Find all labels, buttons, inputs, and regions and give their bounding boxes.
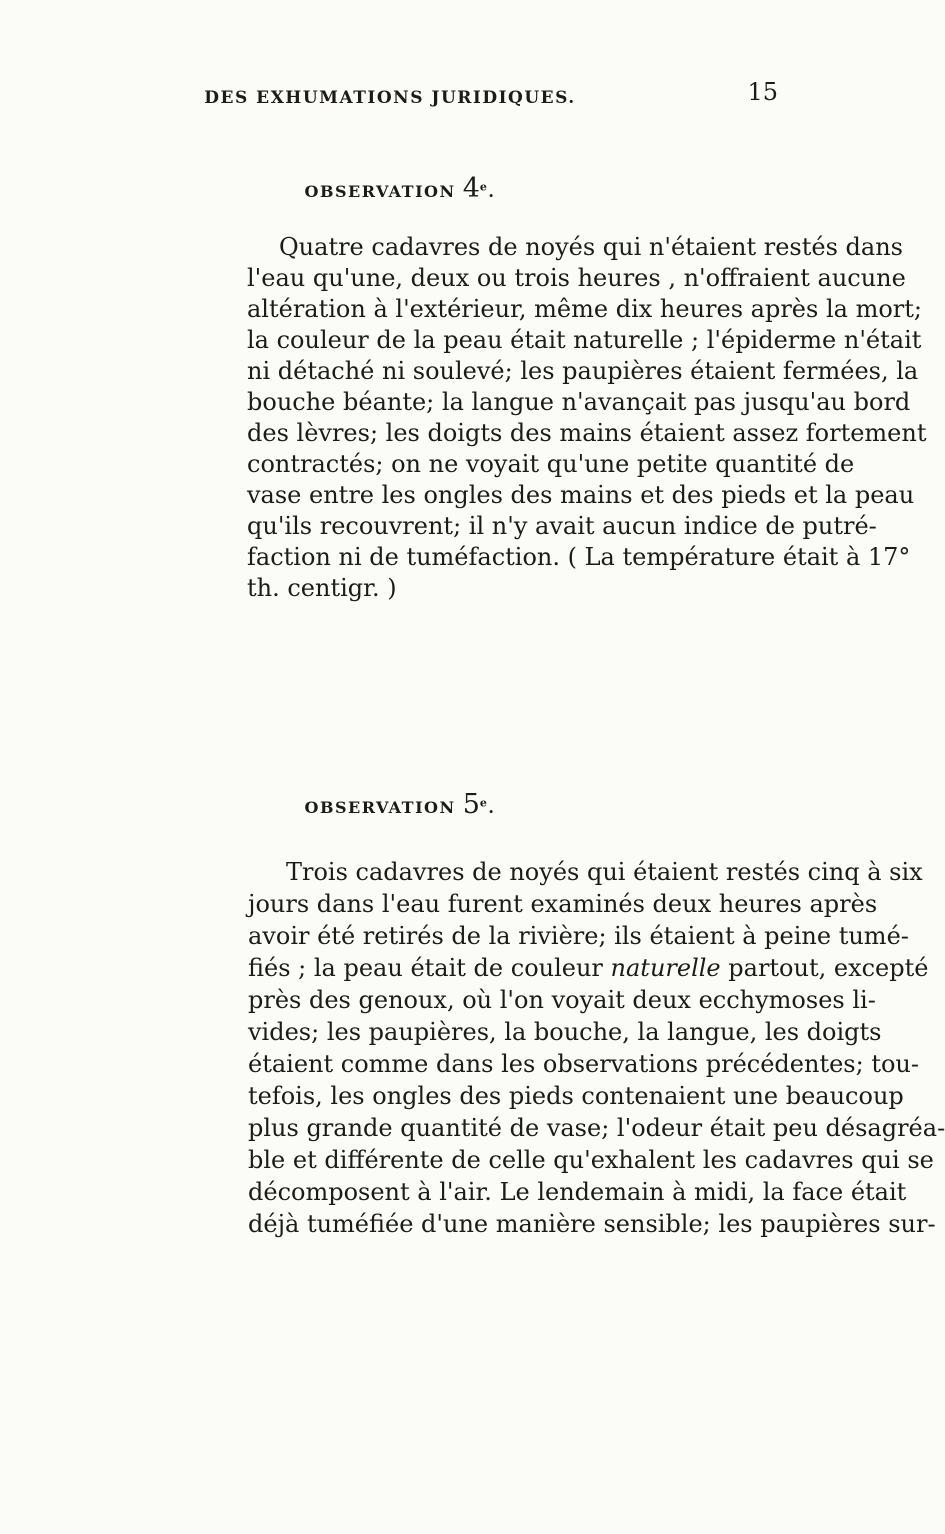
italic-word: naturelle — [610, 954, 721, 982]
text-line: Quatre cadavres de noyés qui n'étaient restés dans — [279, 233, 903, 261]
observation-4-suffix: e — [479, 180, 489, 194]
observation-4-title: OBSERVATION 4e. — [304, 173, 496, 204]
text-line: plus grande quantité de vase; l'odeur était peu désagréa- — [248, 1114, 945, 1142]
observation-5-number: 5 — [462, 789, 480, 820]
page-header — [110, 78, 778, 116]
text-line: contractés; on ne voyait qu'une petite quantité de — [247, 450, 855, 478]
text-line: th. centigr. ) — [247, 574, 397, 602]
running-title: DES EXHUMATIONS JURIDIQUES. — [204, 88, 576, 108]
text-line: des lèvres; les doigts des mains étaient assez fortement — [247, 419, 927, 447]
observation-5-label: OBSERVATION — [304, 798, 456, 817]
text-line: ble et différente de celle qu'exhalent les cadavres qui se — [248, 1146, 934, 1174]
text-line: jours dans l'eau furent examinés deux heures après — [248, 890, 878, 918]
text-line: la couleur de la peau était naturelle ; l'épiderme n'était — [247, 326, 922, 354]
text-segment: partout, excepté — [720, 954, 929, 982]
text-line: près des genoux, où l'on voyait deux ecchymoses li- — [248, 986, 876, 1014]
page-number: 15 — [747, 78, 778, 106]
text-line: tefois, les ongles des pieds contenaient une beaucoup — [248, 1082, 904, 1110]
text-line: vides; les paupières, la bouche, la langue, les doigts — [248, 1018, 882, 1046]
observation-4-label: OBSERVATION — [304, 182, 456, 201]
text-line: Trois cadavres de noyés qui étaient restés cinq à six — [286, 858, 923, 886]
text-line: décomposent à l'air. Le lendemain à midi, la face était — [248, 1178, 907, 1206]
text-line: avoir été retirés de la rivière; ils étaient à peine tumé- — [248, 922, 909, 950]
observation-4-number: 4 — [462, 173, 480, 204]
text-segment: fiés ; la peau était de couleur — [248, 954, 611, 982]
text-line: vase entre les ongles des mains et des pieds et la peau — [247, 481, 915, 509]
text-line: déjà tuméfiée d'une manière sensible; les paupières sur- — [248, 1210, 936, 1238]
observation-5-title: OBSERVATION 5e. — [304, 789, 496, 820]
observation-5-suffix: e — [479, 796, 489, 810]
text-line: bouche béante; la langue n'avançait pas jusqu'au bord — [247, 388, 911, 416]
text-line — [248, 952, 929, 984]
text-line: qu'ils recouvrent; il n'y avait aucun indice de putré- — [247, 512, 877, 540]
text-line: étaient comme dans les observations précédentes; tou- — [248, 1050, 919, 1078]
text-line: altération à l'extérieur, même dix heures après la mort; — [247, 295, 922, 323]
text-line: ni détaché ni soulevé; les paupières étaient fermées, la — [247, 357, 919, 385]
text-line: l'eau qu'une, deux ou trois heures , n'offraient aucune — [247, 264, 906, 292]
text-line: faction ni de tuméfaction. ( La température était à 17° — [247, 543, 911, 571]
